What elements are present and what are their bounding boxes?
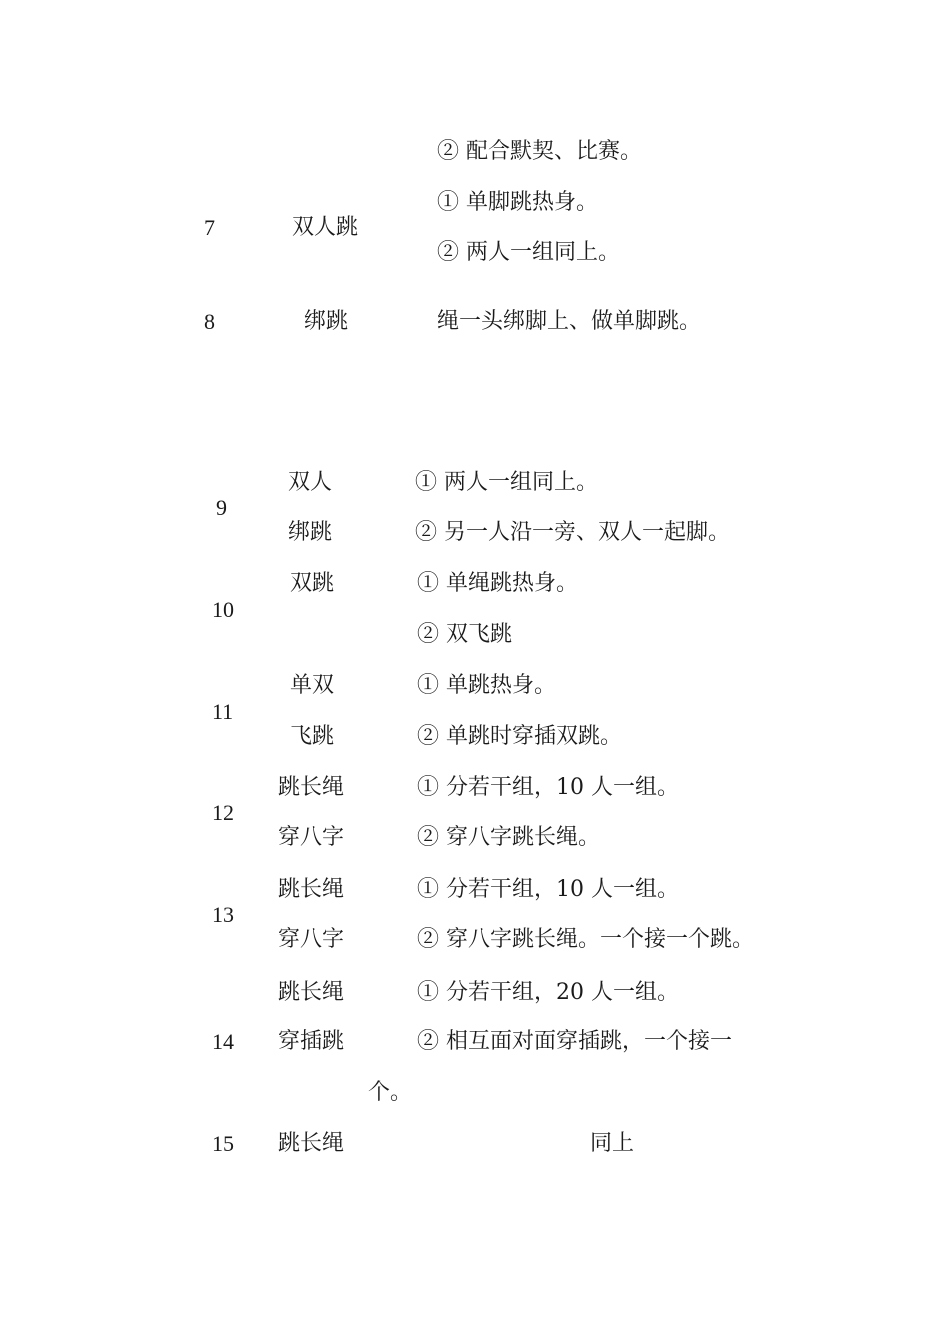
row9-name-line1: 双人 (288, 470, 333, 495)
row13-name-line2: 穿八字 (278, 927, 345, 952)
row7-number: 7 (204, 215, 215, 240)
row8-desc: 绳一头绑脚上、做单脚跳。 (437, 309, 702, 334)
row11-name-line2: 飞跳 (290, 724, 335, 749)
row12-number: 12 (212, 800, 234, 825)
row7-name: 双人跳 (292, 215, 359, 240)
row14-number: 14 (212, 1029, 234, 1054)
row10-step2: ② 双飞跳 (417, 622, 512, 647)
row9-step2: ② 另一人沿一旁、双人一起脚。 (415, 520, 730, 545)
row11-name-line1: 单双 (290, 673, 335, 698)
row14-step2-continuation: 个。 (368, 1080, 413, 1105)
row14-name-line1: 跳长绳 (278, 980, 345, 1005)
row8-name: 绑跳 (304, 309, 349, 334)
row10-step1: ① 单绳跳热身。 (417, 571, 578, 596)
row13-step1: ① 分若干组，10 人一组。 (417, 877, 679, 902)
row12-name-line1: 跳长绳 (278, 775, 345, 800)
row14-step1: ① 分若干组，20 人一组。 (417, 980, 679, 1005)
row9-step1: ① 两人一组同上。 (415, 470, 598, 495)
row15-desc: 同上 (590, 1131, 635, 1156)
row13-name-line1: 跳长绳 (278, 877, 345, 902)
row7-step1: ① 单脚跳热身。 (437, 190, 598, 215)
row11-step1: ① 单跳热身。 (417, 673, 556, 698)
row13-number: 13 (212, 902, 234, 927)
row8-number: 8 (204, 309, 215, 334)
row12-name-line2: 穿八字 (278, 825, 345, 850)
row11-number: 11 (212, 699, 234, 724)
row12-step1: ① 分若干组，10 人一组。 (417, 775, 679, 800)
row7-step2: ② 两人一组同上。 (437, 240, 620, 265)
row11-step2: ② 单跳时穿插双跳。 (417, 724, 622, 749)
row15-number: 15 (212, 1131, 234, 1156)
row14-name-line2: 穿插跳 (278, 1029, 345, 1054)
row6-step2: ② 配合默契、比赛。 (437, 139, 642, 164)
row9-name-line2: 绑跳 (288, 520, 333, 545)
row15-name: 跳长绳 (278, 1131, 345, 1156)
row10-name: 双跳 (290, 571, 335, 596)
row13-step2: ② 穿八字跳长绳。一个接一个跳。 (417, 927, 754, 952)
row14-step2: ② 相互面对面穿插跳，一个接一 (417, 1029, 732, 1054)
row10-number: 10 (212, 597, 234, 622)
row12-step2: ② 穿八字跳长绳。 (417, 825, 600, 850)
row9-number: 9 (216, 495, 227, 520)
